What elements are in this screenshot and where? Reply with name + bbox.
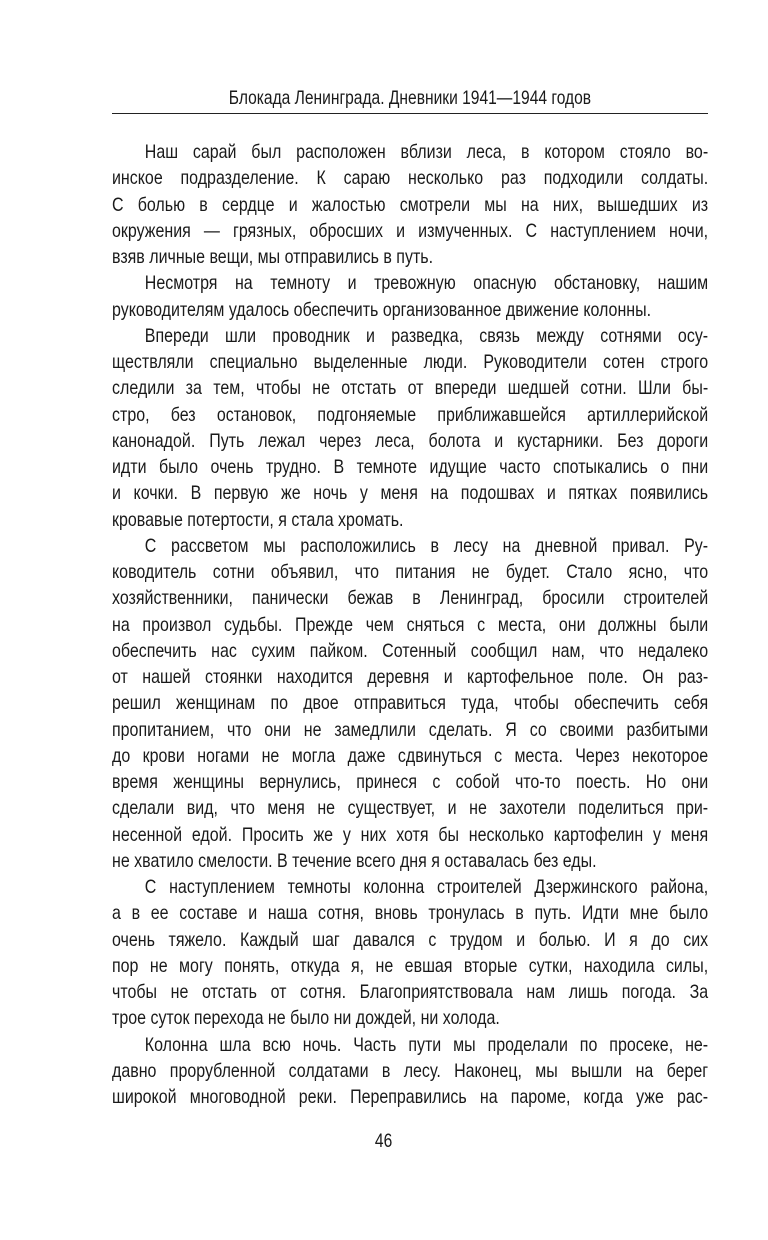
text-line: Несмотря на темноту и тревожную опасную обстановку, нашим xyxy=(144,272,709,295)
running-header xyxy=(112,88,708,112)
page-body-text xyxy=(112,139,708,1110)
text-line: следили за тем, чтобы не отстать от впереди шедшей сотни. Шли бы- xyxy=(112,377,709,400)
text-line: трое суток перехода не было ни дождей, ни холода. xyxy=(112,1007,500,1030)
text-line: очень тяжело. Каждый шаг давался с трудом и болью. И я до сих xyxy=(112,928,709,951)
running-title: Блокада Ленинграда. Дневники 1941—1944 годов xyxy=(228,88,592,109)
text-line: Впереди шли проводник и разведка, связь между сотнями осу- xyxy=(144,324,709,347)
page-number-text: 46 xyxy=(375,1131,393,1152)
text-line: взяв личные вещи, мы отправились в путь. xyxy=(112,246,434,268)
text-line: сделали вид, что меня не существует, и не захотели поделиться при- xyxy=(112,797,709,820)
text-line: обеспечить нас сухим пайком. Сотенный сообщил нам, что недалеко xyxy=(112,639,709,662)
text-line: не хватило смелости. В течение всего дня я оставалась без еды. xyxy=(112,849,597,872)
text-line: руководителям удалось обеспечить организованное движение колонны. xyxy=(112,298,652,321)
paragraph xyxy=(112,139,708,270)
text-line: хозяйственники, панически бежав в Ленинград, бросили строителей xyxy=(112,587,709,610)
text-line: ществляли специально выделенные люди. Руководители сотен строго xyxy=(112,351,709,373)
text-line: пропитанием, что они не замедлили сделать. Я со своими разбитыми xyxy=(112,718,709,741)
text-line: и кочки. В первую же ночь у меня на подошвах и пятках появились xyxy=(112,482,709,505)
paragraph xyxy=(112,874,708,1032)
text-line: от нашей стоянки находится деревня и картофельное поле. Он раз- xyxy=(112,666,709,688)
page-number xyxy=(0,1131,768,1153)
text-line: ководитель сотни объявил, что питания не будет. Стало ясно, что xyxy=(112,561,709,583)
text-line: давно прорубленной солдатами в лесу. Наконец, мы вышли на берег xyxy=(112,1059,709,1082)
text-line: на произвол судьбы. Прежде чем сняться с места, они должны были xyxy=(112,613,709,636)
text-line: широкой многоводной реки. Переправились на пароме, когда уже рас- xyxy=(112,1086,709,1108)
text-line: С болью в сердце и жалостью смотрели мы на них, вышедших из xyxy=(112,193,709,216)
text-line: Колонна шла всю ночь. Часть пути мы проделали по просеке, не- xyxy=(144,1033,709,1056)
text-line: идти было очень трудно. В темноте идущие часто спотыкались о пни xyxy=(112,456,709,478)
text-line: канонадой. Путь лежал через леса, болота и кустарники. Без дороги xyxy=(112,429,709,452)
text-line: С наступлением темноты колонна строителей Дзержинского района, xyxy=(144,876,709,898)
text-line: окружения — грязных, обросших и измученных. С наступлением ночи, xyxy=(112,219,709,242)
text-line: инское подразделение. К сараю несколько раз подходили солдаты. xyxy=(112,167,709,190)
paragraph xyxy=(112,533,708,874)
text-line: время женщины вернулись, принеся с собой что-то поесть. Но они xyxy=(112,771,709,793)
text-line: С рассветом мы расположились в лесу на дневной привал. Ру- xyxy=(144,534,709,557)
paragraph xyxy=(112,270,708,323)
text-line: стро, без остановок, подгоняемые приближавшейся артиллерийской xyxy=(112,403,709,426)
text-line: пор не могу понять, откуда я, не евшая вторые сутки, находила силы, xyxy=(112,954,709,977)
paragraph xyxy=(112,1032,708,1111)
text-line: Наш сарай был расположен вблизи леса, в котором стояло во- xyxy=(144,141,709,163)
text-line: а в ее составе и наша сотня, вновь тронулась в путь. Идти мне было xyxy=(112,902,709,925)
text-line: чтобы не отстать от сотня. Благоприятствовала нам лишь погода. За xyxy=(112,981,709,1003)
text-line: кровавые потертости, я стала хромать. xyxy=(112,508,404,531)
text-line: до крови ногами не могла даже сдвинуться с места. Через некоторое xyxy=(112,744,709,767)
text-line: решил женщинам по двое отправиться туда, чтобы обеспечить себя xyxy=(112,692,709,715)
header-rule xyxy=(112,113,708,114)
paragraph xyxy=(112,323,708,533)
text-line: несенной едой. Просить же у них хотя бы несколько картофелин у меня xyxy=(112,823,709,846)
